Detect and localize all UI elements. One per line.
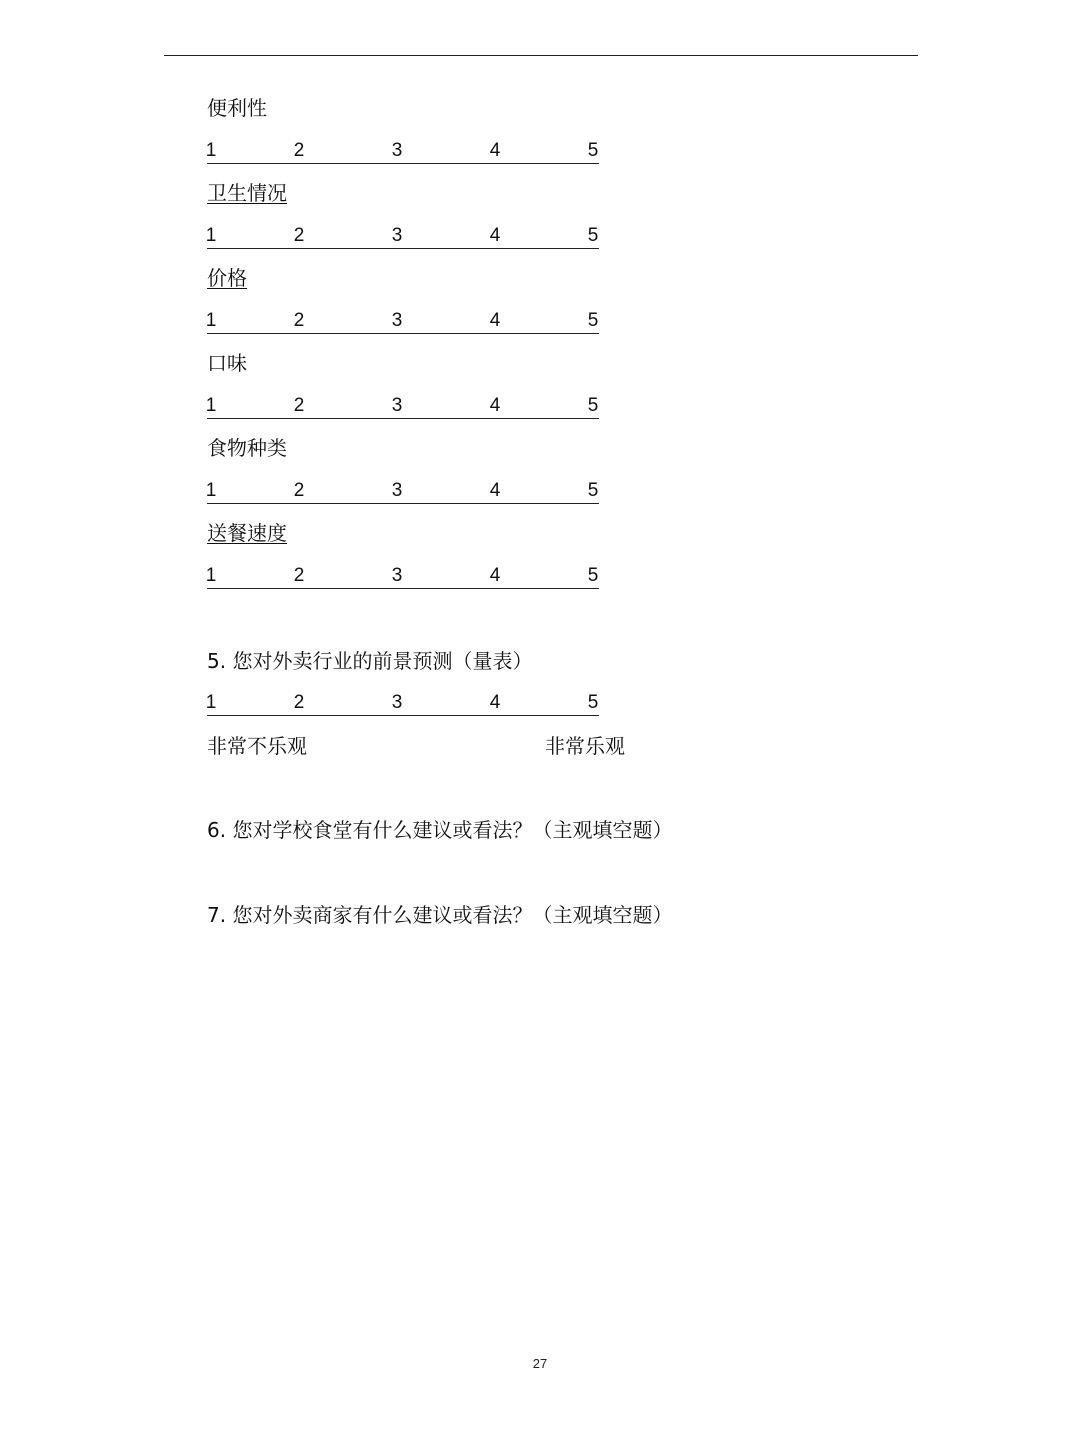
scale-point-1: 1	[205, 395, 217, 416]
scale-point-3: 3	[391, 310, 403, 331]
scale-point-4: 4	[489, 692, 501, 713]
rating-scale-convenience	[207, 141, 599, 164]
scale-point-2: 2	[293, 140, 305, 161]
scale-low-anchor: 非常不乐观	[207, 734, 307, 758]
scale-point-5: 5	[587, 565, 599, 586]
scale-point-2: 2	[293, 480, 305, 501]
question-6: 6. 您对学校食堂有什么建议或看法？（主观填空题）	[207, 818, 673, 842]
scale-point-5: 5	[587, 692, 599, 713]
rating-scale-hygiene	[207, 226, 599, 249]
scale-point-1: 1	[205, 225, 217, 246]
scale-point-1: 1	[205, 692, 217, 713]
scale-point-3: 3	[391, 225, 403, 246]
scale-point-1: 1	[205, 310, 217, 331]
scale-point-4: 4	[489, 225, 501, 246]
scale-point-2: 2	[293, 692, 305, 713]
scale-point-3: 3	[391, 140, 403, 161]
question-5: 5. 您对外卖行业的前景预测（量表）	[207, 649, 533, 673]
rating-scale-delivery-speed	[207, 566, 599, 589]
scale-point-4: 4	[489, 565, 501, 586]
scale-point-4: 4	[489, 395, 501, 416]
question-7: 7. 您对外卖商家有什么建议或看法？（主观填空题）	[207, 903, 673, 927]
rating-label-food-variety: 食物种类	[207, 436, 287, 460]
page-number: 27	[532, 1356, 548, 1371]
rating-label-delivery-speed: 送餐速度	[207, 521, 287, 545]
scale-point-5: 5	[587, 225, 599, 246]
scale-point-5: 5	[587, 480, 599, 501]
scale-point-3: 3	[391, 565, 403, 586]
rating-label-price: 价格	[207, 266, 247, 290]
scale-point-5: 5	[587, 395, 599, 416]
scale-point-5: 5	[587, 310, 599, 331]
header-rule	[164, 55, 918, 56]
scale-point-2: 2	[293, 310, 305, 331]
scale-point-3: 3	[391, 480, 403, 501]
rating-label-hygiene: 卫生情况	[207, 181, 287, 205]
scale-point-1: 1	[205, 565, 217, 586]
rating-label-taste: 口味	[207, 351, 247, 375]
scale-point-4: 4	[489, 480, 501, 501]
scale-point-2: 2	[293, 225, 305, 246]
scale-point-5: 5	[587, 140, 599, 161]
rating-label-convenience: 便利性	[207, 96, 267, 120]
rating-scale-food-variety	[207, 481, 599, 504]
scale-point-3: 3	[391, 395, 403, 416]
scale-point-4: 4	[489, 140, 501, 161]
scale-point-4: 4	[489, 310, 501, 331]
rating-scale-taste	[207, 396, 599, 419]
scale-point-2: 2	[293, 395, 305, 416]
rating-scale-price	[207, 311, 599, 334]
scale-point-2: 2	[293, 565, 305, 586]
scale-point-3: 3	[391, 692, 403, 713]
question-5-scale	[207, 693, 599, 716]
scale-point-1: 1	[205, 480, 217, 501]
scale-point-1: 1	[205, 140, 217, 161]
scale-high-anchor: 非常乐观	[545, 734, 625, 758]
